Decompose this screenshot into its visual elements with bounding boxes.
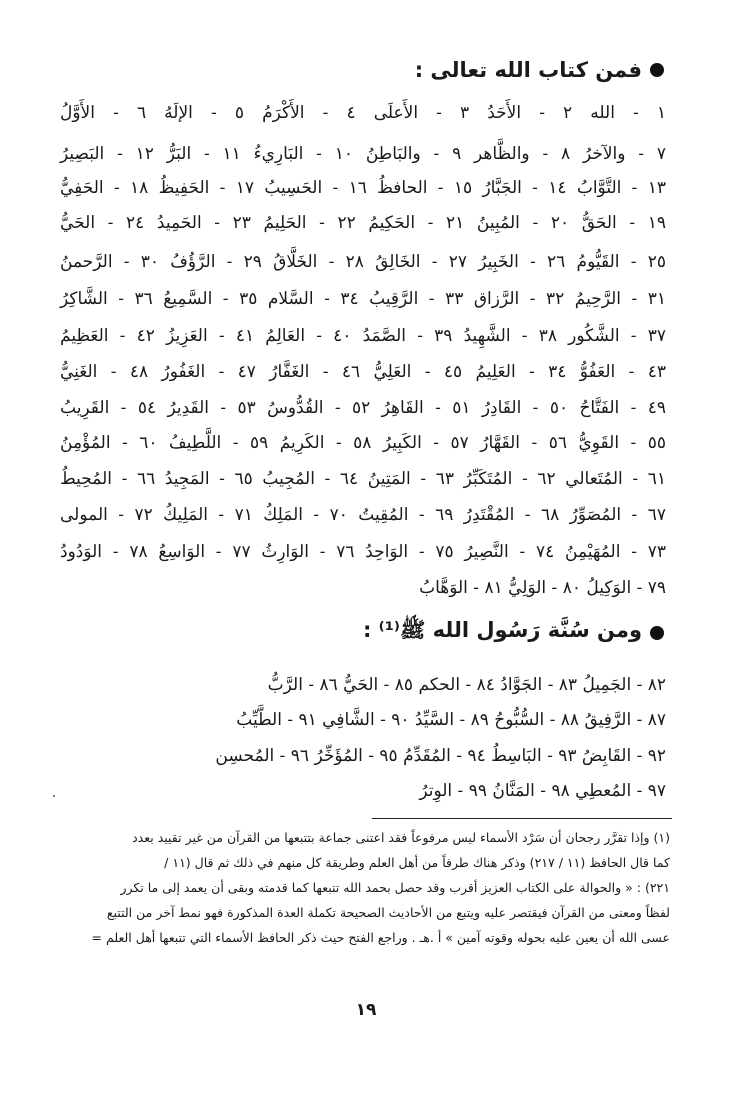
names-row: ٧٩ - الوَكِيلُ ٨٠ - الوَلِيُّ ٨١ - الوَهَّابُ — [419, 578, 666, 598]
names-row: ٤٣ - العَفُوُّ ٣٤ - العَلِيمُ ٤٥ - العَلِيُّ ٤٦ - الغَفَّارُ ٤٧ - الغَفُورُ ٤٨ - الغَنِيُّ — [60, 362, 666, 382]
names-row: ٩٧ - المُعطِي ٩٨ - المَنَّانُ ٩٩ - الوِترُ — [419, 781, 666, 801]
names-row: ١ - الله ٢ - الأَحَدُ ٣ - الأَعلَى ٤ - الأَكْرَمُ ٥ - الإلَهُ ٦ - الأَوَّلُ — [60, 103, 667, 123]
names-row: ٨٧ - الرَّفِيقُ ٨٨ - السُّبُّوحُ ٨٩ - السَّيِّدُ ٩٠ - الشَّافِي ٩١ - الطَّيِّبُ — [236, 710, 666, 730]
footnote-divider — [372, 818, 672, 819]
section-heading-quran — [415, 58, 664, 82]
page-number: ١٩ — [355, 1000, 377, 1020]
names-row: ٧٣ - المُهَيْمِنُ ٧٤ - النَّصِيرُ ٧٥ - الوَاحِدُ ٧٦ - الوَارِثُ ٧٧ - الوَاسِعُ ٧٨ - الوَدُودُ — [60, 542, 666, 562]
section-title: فمن كتاب الله تعالى : — [414, 58, 642, 82]
names-row: ٢٥ - القَيُّومُ ٢٦ - الخَبِيرُ ٢٧ - الخَالِقُ ٢٨ - الخَلَّاقُ ٢٩ - الرَّؤُفُ ٣٠ - الرَّحمنُ — [60, 252, 666, 272]
page-speck — [53, 795, 55, 797]
names-row: ١٩ - الحَقُّ ٢٠ - المُبِينُ ٢١ - الحَكِيمُ ٢٢ - الحَلِيمُ ٢٣ - الحَمِيدُ ٢٤ - الحَيُّ — [60, 213, 667, 233]
names-row: ٣٧ - الشَّكُور ٣٨ - الشَّهِيدُ ٣٩ - الصَّمَدُ ٤٠ - العَالِمُ ٤١ - العَزِيزُ ٤٢ - العَظِيمُ — [60, 326, 666, 346]
names-row: ٧ - والآخرُ ٨ - والظَّاهر ٩ - والبَاطِنُ ١٠ - البَارِيءُ ١١ - البَرُّ ١٢ - البَصِيرُ — [60, 144, 667, 164]
footnote-line: ٢٢١) : « والحوالة على الكتاب العزيز أقرب وقد حصل بحمد الله تتبعها كما قدمته وبقى أن يعمد إلى ما تكرر — [120, 880, 670, 895]
names-row: ١٣ - التَّوَّابُ ١٤ - الجَبَّارُ ١٥ - الحافظُ ١٦ - الحَسِيبُ ١٧ - الحَفِيظُ ١٨ - الحَفِيُّ — [60, 178, 667, 198]
footnote-line: كما قال الحافظ (١١ / ٢١٧) وذكر هناك طرفاً من أهل العلم وطريقة كل منهم في ذلك ثم قال (١١ / — [164, 855, 670, 870]
section-heading-sunnah — [363, 617, 664, 648]
footnote-line: عسى الله أن يعين عليه بحوله وقوته آمين » أ .هـ . وراجع الفتح حيث ذكر الحافظ الأسماء التي تتبعها أهل العلم = — [91, 930, 670, 945]
names-row: ٥٥ - القَوِيُّ ٥٦ - القَهَّارُ ٥٧ - الكَبِيرُ ٥٨ - الكَرِيمُ ٥٩ - اللَّطِيفُ ٦٠ - المُؤْمِنُ — [60, 433, 667, 453]
names-row: ٩٢ - القَابِضُ ٩٣ - البَاسِطُ ٩٤ - المُقَدِّمُ ٩٥ - المُؤَخِّرُ ٩٦ - المُحسِن — [215, 746, 666, 766]
bullet-icon — [650, 63, 664, 77]
names-row: ٣١ - الرَّحِيمُ ٣٢ - الرَّزاق ٣٣ - الرَّقِيبُ ٣٤ - السَّلام ٣٥ - السَّمِيعُ ٣٦ - الشَّاكِرُ — [60, 289, 666, 309]
bullet-icon — [650, 626, 664, 640]
names-row: ٦١ - المُتَعالي ٦٢ - المُتَكَبِّرُ ٦٣ - المَتِينُ ٦٤ - المُجِيبُ ٦٥ - المَجِيدُ ٦٦ - المُحِيطُ — [60, 469, 667, 489]
names-row: ٤٩ - الفَتَّاحُ ٥٠ - القَادِرُ ٥١ - القَاهِرُ ٥٢ - القُدُّوسُ ٥٣ - القَدِيرُ ٥٤ - القَرِيبُ — [60, 398, 667, 418]
footnote-line: (١) وإذا تقرَّر رجحان أن سَرْد الأسماء ليس مرفوعاً فقد اعتنى جماعة بتتبعها من القرآن من غير تقييد بعدد — [132, 830, 670, 845]
section-title: ومن سُنَّة رَسُول الله ﷺ⁽¹⁾ : — [362, 618, 642, 642]
footnote-line: لفظاً ومعنى من القرآن فيقتصر عليه ويتبع من الأحاديث الصحيحة تكملة العدة المذكورة فهو نمط آخر من التتبع — [106, 905, 670, 920]
names-row: ٦٧ - المُصَوِّرُ ٦٨ - المُقْتَدِرُ ٦٩ - المُقِيتُ ٧٠ - المَلِكُ ٧١ - المَلِيكُ ٧٢ - المولى — [60, 505, 667, 525]
names-row: ٨٢ - الجَمِيلُ ٨٣ - الجَوَّادُ ٨٤ - الحكم ٨٥ - الحَيُّ ٨٦ - الرَّبُّ — [267, 675, 666, 695]
